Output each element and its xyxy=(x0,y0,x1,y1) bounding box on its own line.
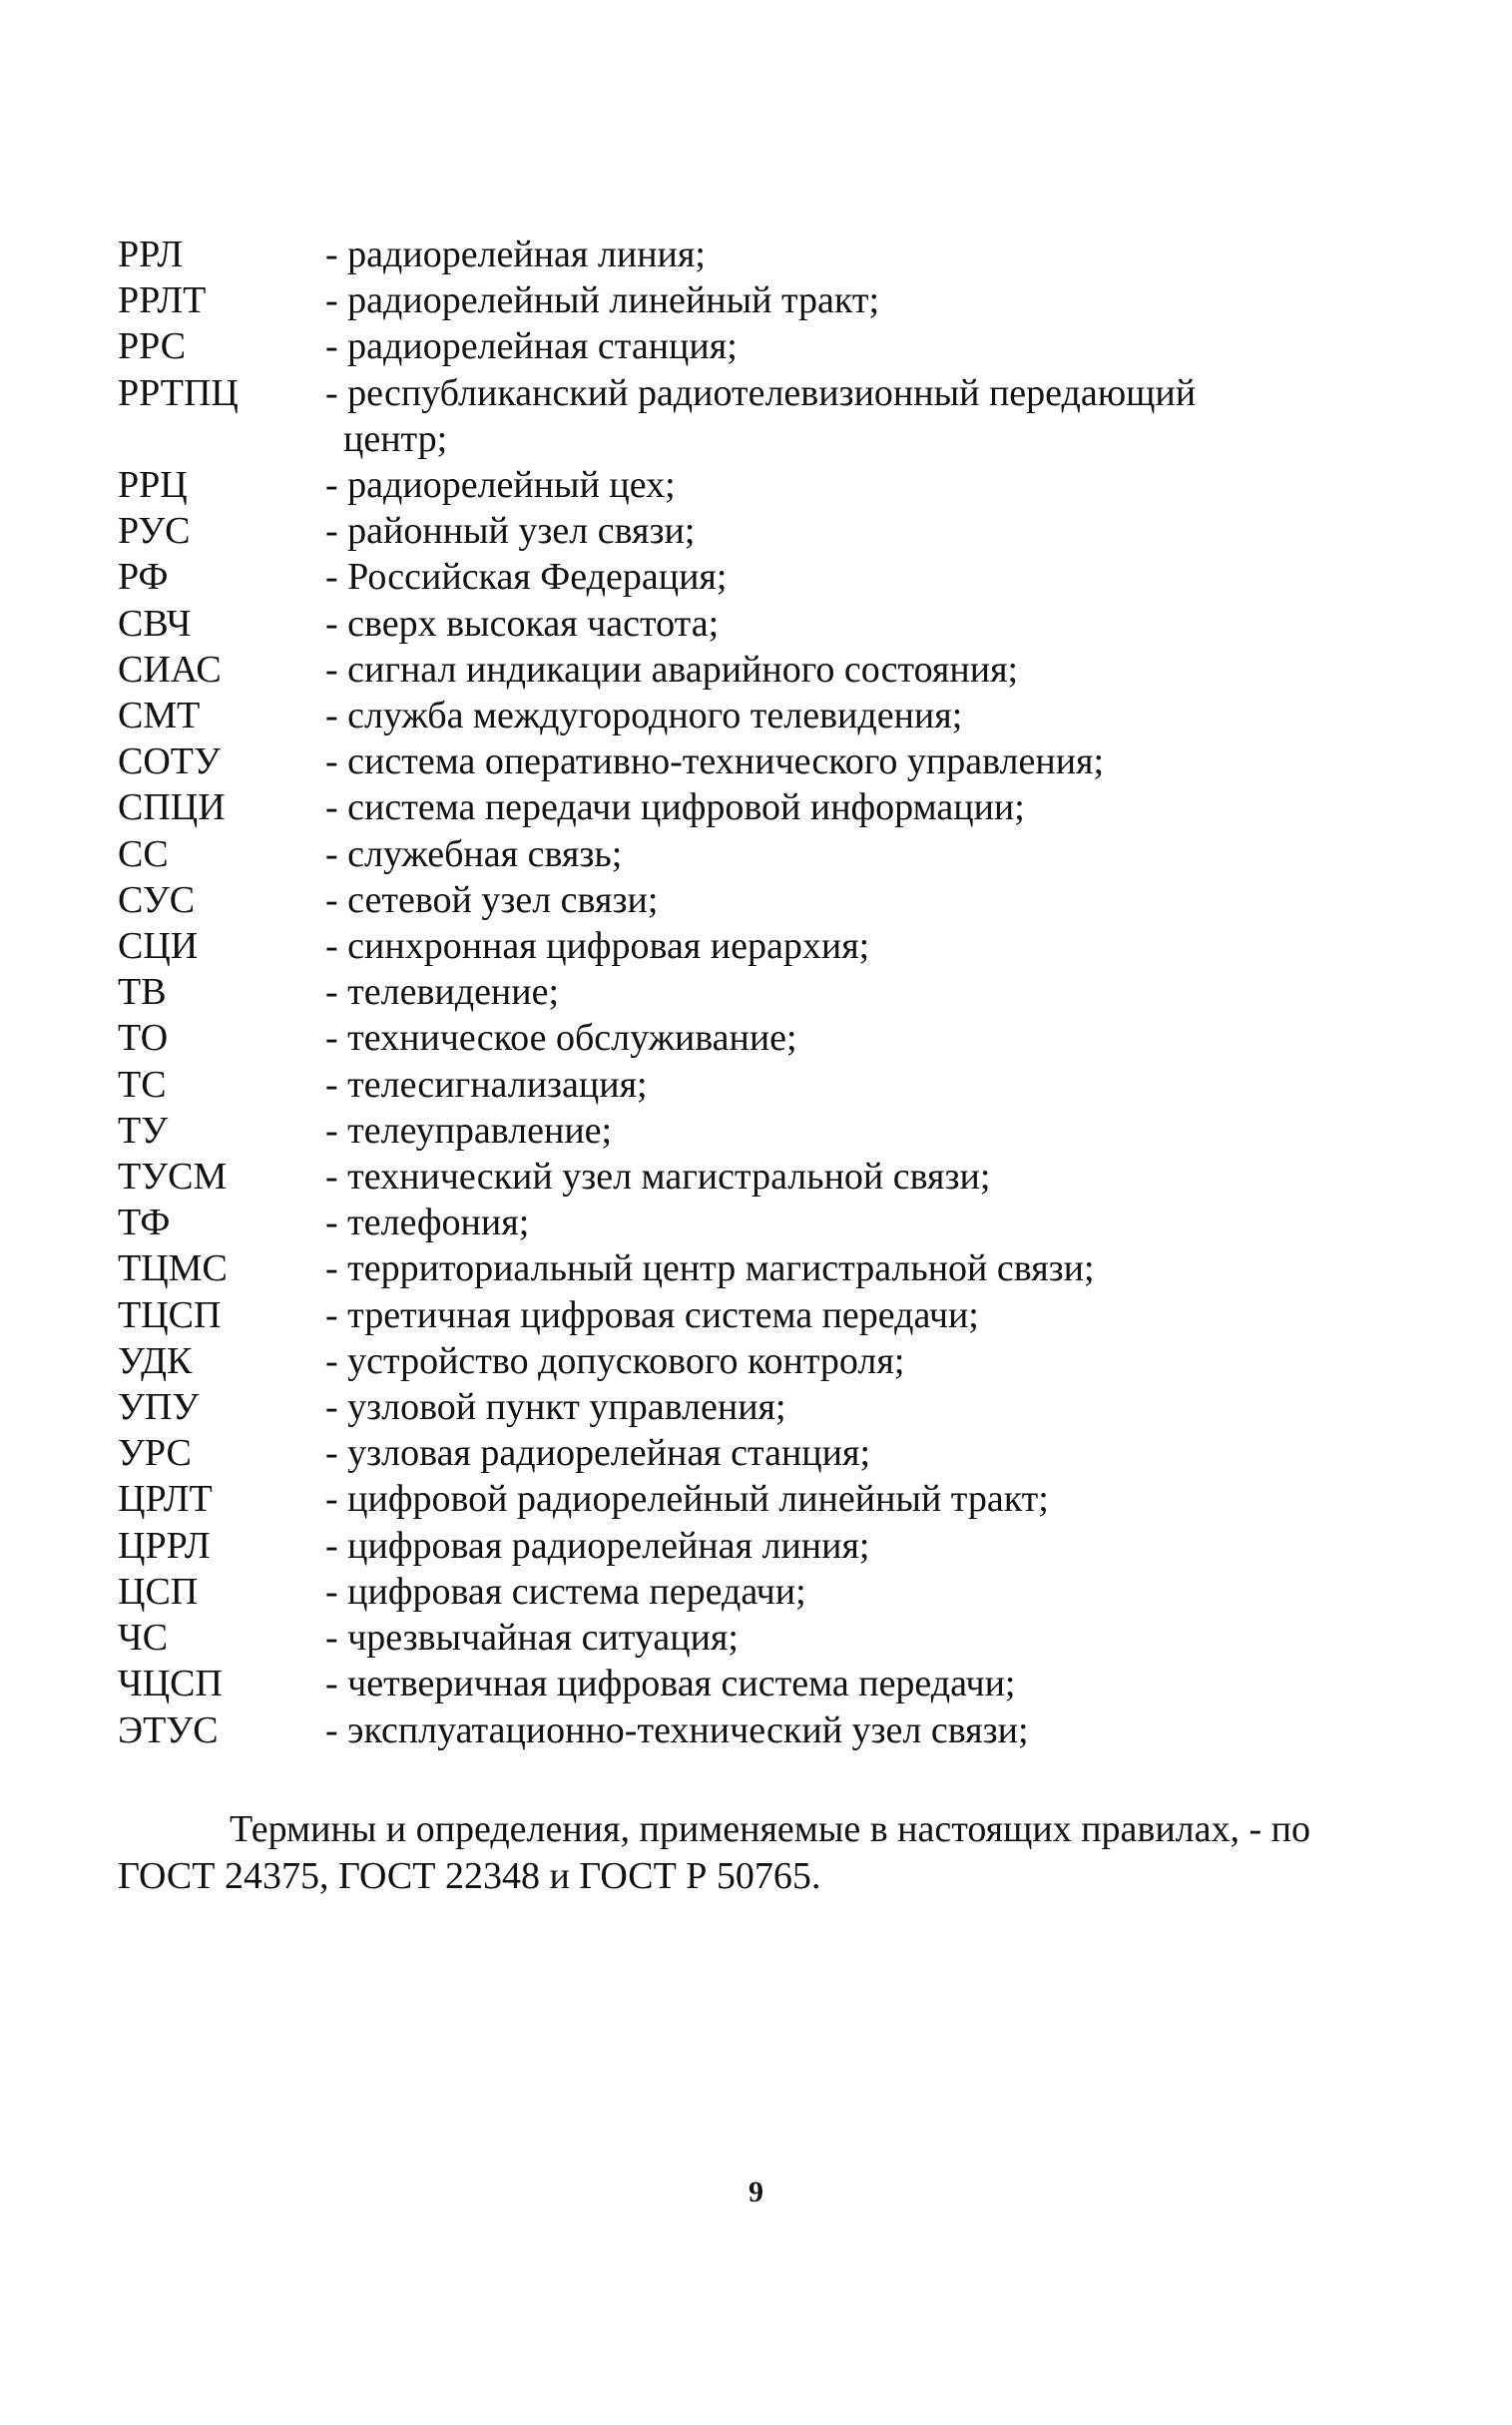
abbreviation-definition: - чрезвычайная ситуация; xyxy=(325,1617,739,1660)
abbreviation-term: УДК xyxy=(118,1339,193,1382)
abbreviation-term: ТЦМС xyxy=(118,1247,228,1290)
abbreviation-definition: - служба междугородного телевидения; xyxy=(325,695,963,737)
abbreviation-definition-multiline xyxy=(325,370,1355,462)
abbreviation-row xyxy=(118,1338,1355,1384)
abbreviation-definition: - радиорелейный цех; xyxy=(325,464,676,507)
abbreviation-row xyxy=(118,1015,1355,1061)
abbreviation-definition: - техническое обслуживание; xyxy=(325,1017,797,1060)
abbreviation-definition: - сетевой узел связи; xyxy=(325,878,659,921)
abbreviation-term: СУС xyxy=(118,878,196,921)
abbreviation-row xyxy=(118,1569,1355,1615)
abbreviation-term: ТО xyxy=(118,1017,169,1060)
abbreviation-term: СЦИ xyxy=(118,925,199,968)
abbreviation-term: СМТ xyxy=(118,695,201,737)
abbreviation-definition: - устройство допускового контроля; xyxy=(325,1339,905,1382)
abbreviation-row xyxy=(118,601,1355,647)
abbreviation-definition: - эксплуатационно-технический узел связи; xyxy=(325,1708,1029,1751)
abbreviation-row xyxy=(118,508,1355,554)
abbreviation-definition: - сверх высокая частота; xyxy=(325,602,720,645)
abbreviation-definition: - территориальный центр магистральной связи; xyxy=(325,1247,1095,1290)
abbreviation-row xyxy=(118,277,1355,323)
abbreviation-row xyxy=(118,1615,1355,1661)
abbreviation-term: РФ xyxy=(118,556,169,599)
abbreviation-term: СВЧ xyxy=(118,602,192,645)
abbreviation-row xyxy=(118,831,1355,877)
abbreviation-term: ТВ xyxy=(118,971,167,1014)
abbreviation-definition: - цифровая система передачи; xyxy=(325,1570,806,1613)
abbreviation-definition: - радиорелейный линейный тракт; xyxy=(325,279,880,322)
abbreviation-row xyxy=(118,1062,1355,1108)
abbreviation-term: ЦРЛТ xyxy=(118,1478,213,1521)
abbreviation-row xyxy=(118,1707,1355,1753)
abbreviation-row xyxy=(118,1661,1355,1706)
abbreviation-term: ТУСМ xyxy=(118,1156,228,1199)
abbreviation-term: СИАС xyxy=(118,648,222,691)
abbreviation-term: ЭТУС xyxy=(118,1708,219,1751)
abbreviation-term: ЧЦСП xyxy=(118,1663,223,1705)
abbreviation-term: СС xyxy=(118,832,169,875)
paragraph-line: ГОСТ 24375, ГОСТ 22348 и ГОСТ Р 50765. xyxy=(118,1855,821,1897)
abbreviation-term: СПЦИ xyxy=(118,786,226,829)
abbreviation-row xyxy=(118,693,1355,738)
abbreviation-row xyxy=(118,554,1355,600)
page-number: 9 xyxy=(749,2176,763,2208)
abbreviation-definition: - четверичная цифровая система передачи; xyxy=(325,1663,1016,1705)
abbreviation-row xyxy=(118,1200,1355,1245)
abbreviation-row xyxy=(118,1523,1355,1569)
abbreviation-term: ЧС xyxy=(118,1617,169,1660)
abbreviation-term: СОТУ xyxy=(118,740,221,783)
abbreviation-term: ТФ xyxy=(118,1202,171,1244)
abbreviation-definition: - сигнал индикации аварийного состояния; xyxy=(325,648,1019,691)
abbreviation-definition: - узловой пункт управления; xyxy=(325,1386,786,1429)
abbreviation-row xyxy=(118,1384,1355,1430)
abbreviation-definition: - республиканский радиотелевизионный передающий xyxy=(325,371,1197,414)
abbreviation-term: УРС xyxy=(118,1432,192,1475)
abbreviation-row xyxy=(118,784,1355,830)
abbreviation-term: РУС xyxy=(118,510,191,553)
abbreviation-term: РРЦ xyxy=(118,464,188,507)
abbreviation-definition: - цифровая радиорелейная линия; xyxy=(325,1524,870,1567)
abbreviation-definition: - система оперативно-технического управления; xyxy=(325,740,1105,783)
abbreviation-term: ТС xyxy=(118,1063,167,1106)
abbreviation-row xyxy=(118,370,1355,462)
abbreviation-term: ТУ xyxy=(118,1109,169,1152)
abbreviation-term: РРЛ xyxy=(118,234,184,275)
abbreviation-row xyxy=(118,738,1355,784)
abbreviation-definition: - телевидение; xyxy=(325,971,560,1014)
abbreviation-definition: - радиорелейная линия; xyxy=(325,234,706,275)
abbreviation-definition: - третичная цифровая система передачи; xyxy=(325,1293,979,1336)
abbreviation-definition-continuation: центр; xyxy=(343,417,448,460)
paragraph-line: Термины и определения, применяемые в настоящих правилах, - по xyxy=(230,1808,1310,1850)
abbreviation-definition: - цифровой радиорелейный линейный тракт; xyxy=(325,1478,1049,1521)
abbreviation-definition: - узловая радиорелейная станция; xyxy=(325,1432,871,1475)
abbreviation-row xyxy=(118,323,1355,369)
abbreviation-row xyxy=(118,232,1355,277)
abbreviation-definition: - районный узел связи; xyxy=(325,510,696,553)
abbreviation-row xyxy=(118,647,1355,693)
abbreviation-term: ТЦСП xyxy=(118,1293,222,1336)
abbreviation-term: ЦРРЛ xyxy=(118,1524,211,1567)
abbreviation-definition: - телесигнализация; xyxy=(325,1063,648,1106)
abbreviation-row xyxy=(118,1108,1355,1154)
abbreviation-row xyxy=(118,1476,1355,1522)
abbreviation-definition: - Российская Федерация; xyxy=(325,556,728,599)
abbreviation-term: РРТПЦ xyxy=(118,371,239,414)
abbreviation-row xyxy=(118,1154,1355,1200)
abbreviation-list xyxy=(118,232,1355,1753)
abbreviation-row xyxy=(118,923,1355,969)
abbreviation-row xyxy=(118,1245,1355,1291)
abbreviation-term: УПУ xyxy=(118,1386,200,1429)
abbreviation-definition: - система передачи цифровой информации; xyxy=(325,786,1025,829)
abbreviation-row xyxy=(118,1430,1355,1476)
abbreviation-row xyxy=(118,969,1355,1015)
abbreviation-term: РРС xyxy=(118,325,187,368)
abbreviation-definition: - синхронная цифровая иерархия; xyxy=(325,925,870,968)
terms-reference-paragraph xyxy=(118,1806,1405,1900)
abbreviation-row xyxy=(118,877,1355,923)
abbreviation-term: ЦСП xyxy=(118,1570,199,1613)
abbreviation-term: РРЛТ xyxy=(118,279,207,322)
abbreviation-definition: - служебная связь; xyxy=(325,832,623,875)
abbreviation-row xyxy=(118,462,1355,508)
abbreviation-row xyxy=(118,1292,1355,1338)
abbreviation-definition: - технический узел магистральной связи; xyxy=(325,1156,991,1199)
abbreviation-definition: - радиорелейная станция; xyxy=(325,325,738,368)
abbreviation-definition: - телефония; xyxy=(325,1202,530,1244)
abbreviation-definition: - телеуправление; xyxy=(325,1109,613,1152)
